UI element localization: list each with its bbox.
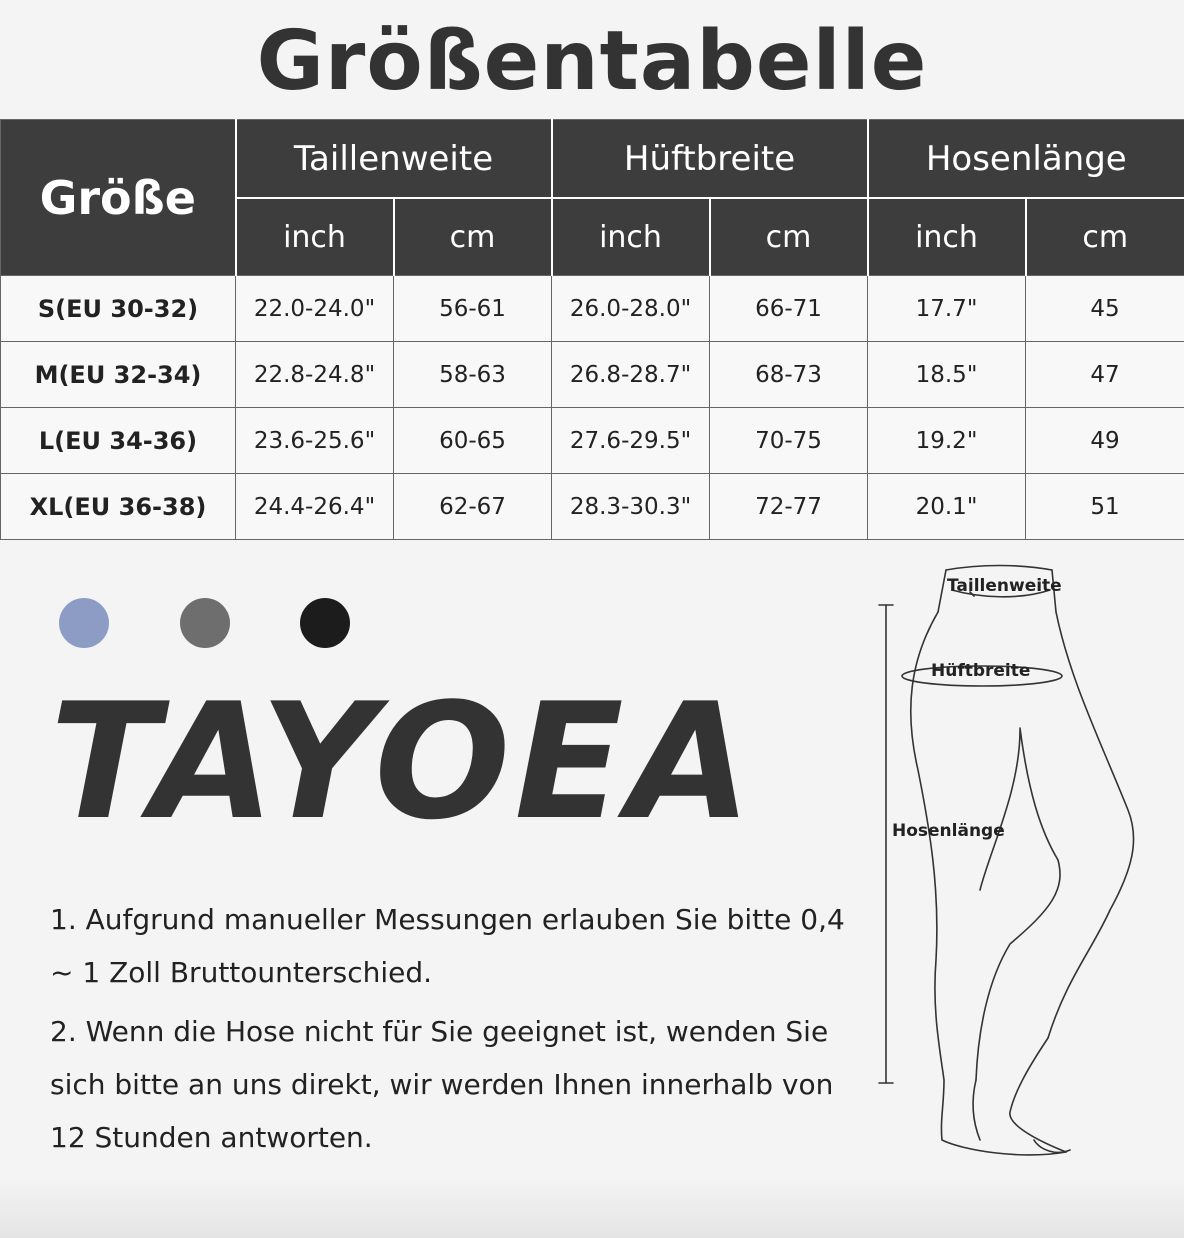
unit-header: inch xyxy=(552,198,710,276)
size-label: XL(EU 36-38) xyxy=(1,474,236,540)
color-swatch-blue[interactable] xyxy=(59,598,109,648)
length-group-header: Hosenlänge xyxy=(868,120,1184,199)
table-cell: 26.8-28.7" xyxy=(552,342,710,408)
table-cell: 58-63 xyxy=(394,342,552,408)
page-title: Größentabelle xyxy=(256,14,928,109)
leggings-diagram xyxy=(870,560,1170,1170)
table-cell: 27.6-29.5" xyxy=(552,408,710,474)
leg-front-outline xyxy=(1048,612,1134,1038)
table-cell: 28.3-30.3" xyxy=(552,474,710,540)
table-cell: 49 xyxy=(1026,408,1184,474)
table-cell: 26.0-28.0" xyxy=(552,276,710,342)
color-swatch-grey[interactable] xyxy=(180,598,230,648)
table-cell: 24.4-26.4" xyxy=(236,474,394,540)
table-cell: 72-77 xyxy=(710,474,868,540)
table-cell: 22.0-24.0" xyxy=(236,276,394,342)
note-1: 1. Aufgrund manueller Messungen erlauben Sie bitte 0,4 ~ 1 Zoll Bruttounterschied. xyxy=(50,903,845,989)
note-2: 2. Wenn die Hose nicht für Sie geeignet ist, wenden Sie sich bitte an uns direkt, wir werden Ihnen innerhalb von 12 Stunden antworten. xyxy=(50,1015,834,1154)
waist-group-header: Taillenweite xyxy=(236,120,552,199)
table-cell: 20.1" xyxy=(868,474,1026,540)
waist-label: Taillenweite xyxy=(947,576,1062,596)
size-label: L(EU 34-36) xyxy=(1,408,236,474)
hip-label: Hüftbreite xyxy=(931,661,1031,681)
table-cell: 51 xyxy=(1026,474,1184,540)
unit-header: cm xyxy=(394,198,552,276)
size-label: M(EU 32-34) xyxy=(1,342,236,408)
table-row xyxy=(1,342,1184,408)
notes xyxy=(50,893,850,1170)
unit-header: cm xyxy=(710,198,868,276)
leg-back-outline xyxy=(911,612,1066,1155)
table-cell: 68-73 xyxy=(710,342,868,408)
table-cell: 56-61 xyxy=(394,276,552,342)
table-row xyxy=(1,408,1184,474)
size-table xyxy=(0,119,1184,540)
table-cell: 66-71 xyxy=(710,276,868,342)
color-swatch-black[interactable] xyxy=(300,598,350,648)
table-cell: 17.7" xyxy=(868,276,1026,342)
waistband xyxy=(946,566,1052,571)
table-cell: 23.6-25.6" xyxy=(236,408,394,474)
table-cell: 47 xyxy=(1026,342,1184,408)
table-cell: 22.8-24.8" xyxy=(236,342,394,408)
unit-header: inch xyxy=(868,198,1026,276)
unit-header: inch xyxy=(236,198,394,276)
unit-header: cm xyxy=(1026,198,1184,276)
table-cell: 19.2" xyxy=(868,408,1026,474)
table-cell: 18.5" xyxy=(868,342,1026,408)
size-column-header: Größe xyxy=(1,120,236,276)
table-cell: 60-65 xyxy=(394,408,552,474)
table-cell: 45 xyxy=(1026,276,1184,342)
table-cell: 62-67 xyxy=(394,474,552,540)
length-label: Hosenlänge xyxy=(892,821,1005,841)
table-row xyxy=(1,474,1184,540)
table-row xyxy=(1,276,1184,342)
table-cell: 70-75 xyxy=(710,408,868,474)
hip-group-header: Hüftbreite xyxy=(552,120,868,199)
size-label: S(EU 30-32) xyxy=(1,276,236,342)
bottom-fade xyxy=(0,1178,1184,1238)
brand-logo: TAYOEA xyxy=(50,668,756,855)
